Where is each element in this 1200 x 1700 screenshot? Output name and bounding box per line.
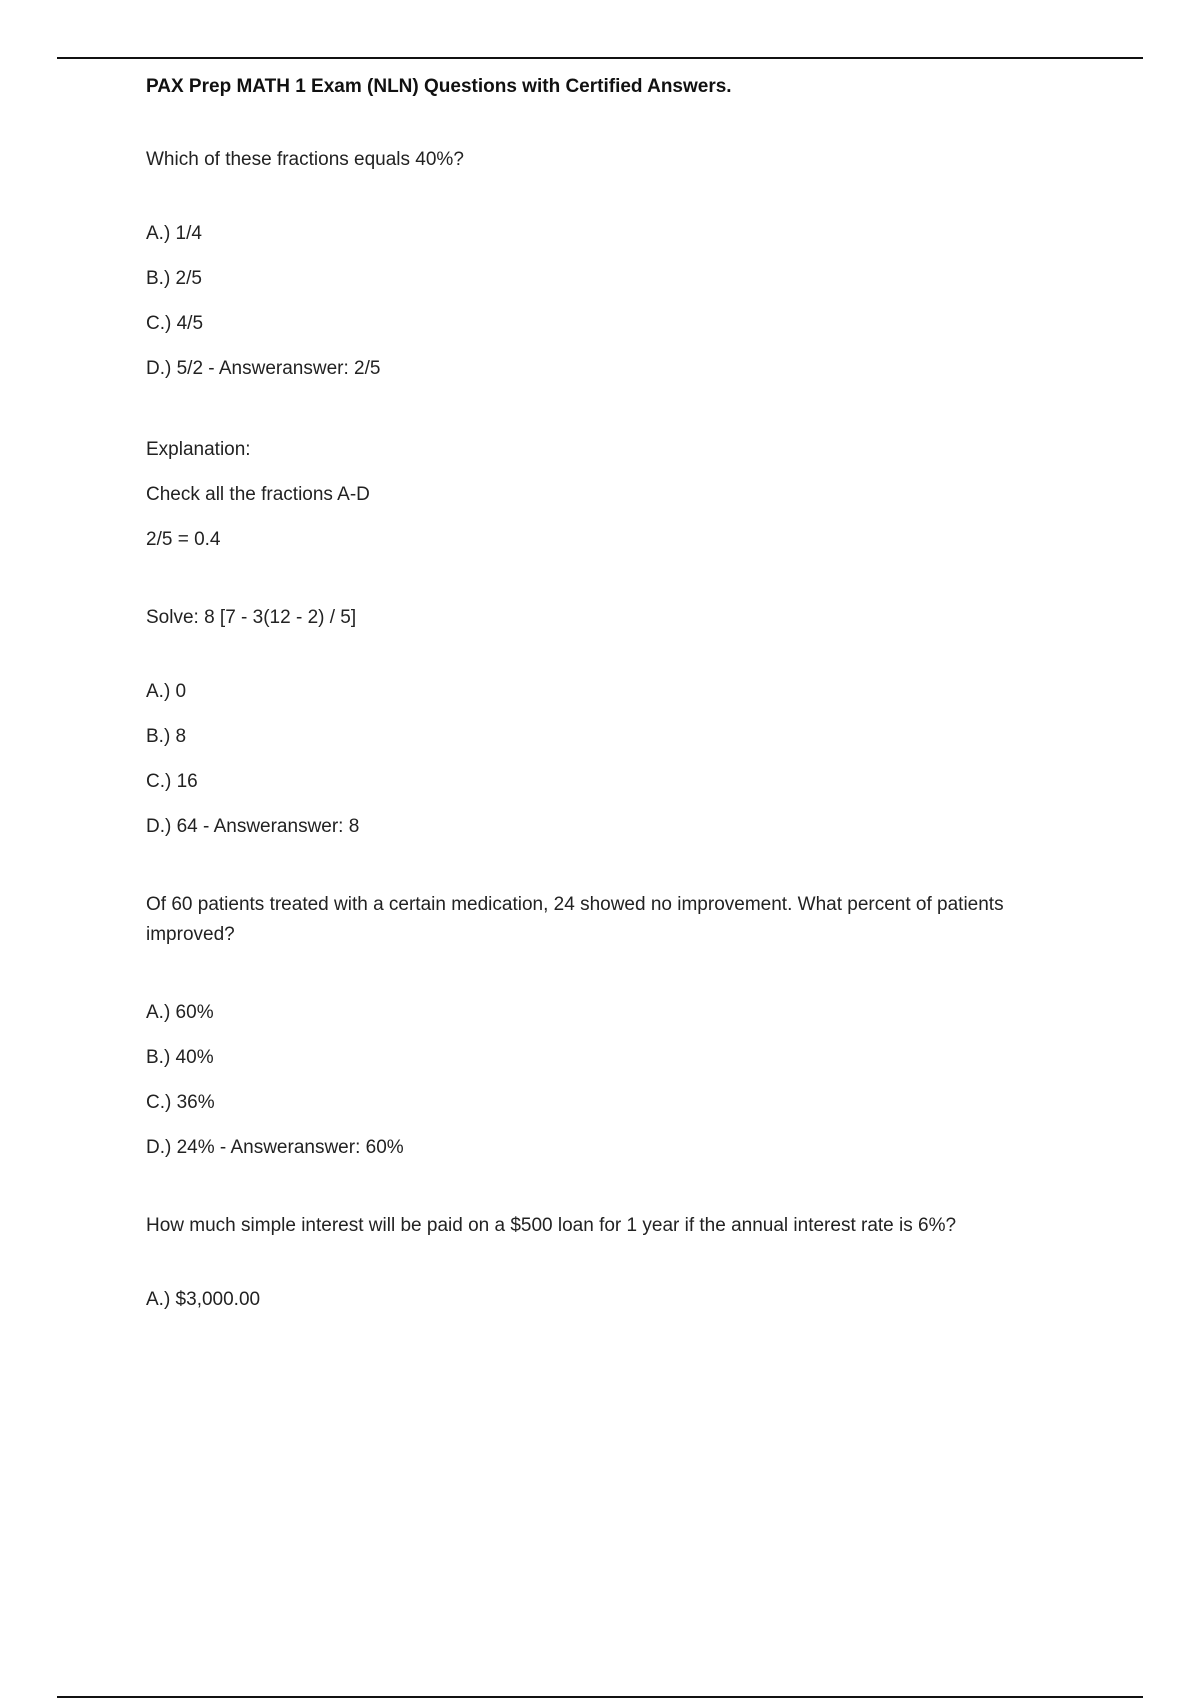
answer-option: C.) 16 [146,771,198,792]
question-prompt: Of 60 patients treated with a certain medication, 24 showed no improvement. What percent of patients improved? [146,894,1004,945]
explanation-heading: Explanation: [146,439,251,460]
question-prompt: Which of these fractions equals 40%? [146,149,464,170]
bottom-rule [57,1696,1143,1698]
answer-option: B.) 2/5 [146,268,202,289]
answer-option: A.) 0 [146,681,187,702]
answer-option: B.) 40% [146,1047,214,1068]
question-4 [146,1211,1086,1313]
question-1 [146,145,1086,553]
question-2 [146,603,1086,840]
question-prompt: How much simple interest will be paid on a $500 loan for 1 year if the annual interest rate is 6%? [146,1215,957,1236]
answer-option-with-answer: D.) 5/2 - Answeranswer: 2/5 [146,358,381,379]
document-body [146,74,1086,1332]
explanation-line: 2/5 = 0.4 [146,529,221,550]
document-title: PAX Prep MATH 1 Exam (NLN) Questions with Certified Answers. [146,76,732,97]
answer-option-with-answer: D.) 64 - Answeranswer: 8 [146,816,360,837]
answer-option-with-answer: D.) 24% - Answeranswer: 60% [146,1137,404,1158]
answer-option: A.) 60% [146,1002,214,1023]
question-prompt: Solve: 8 [7 - 3(12 - 2) / 5] [146,607,357,628]
question-3 [146,890,1086,1161]
answer-option: A.) 1/4 [146,223,202,244]
answer-option: C.) 36% [146,1092,215,1113]
explanation [146,437,1086,553]
answer-option: A.) $3,000.00 [146,1289,261,1310]
answer-option: B.) 8 [146,726,187,747]
answer-option: C.) 4/5 [146,313,204,334]
explanation-line: Check all the fractions A-D [146,484,370,505]
top-rule [57,57,1143,59]
